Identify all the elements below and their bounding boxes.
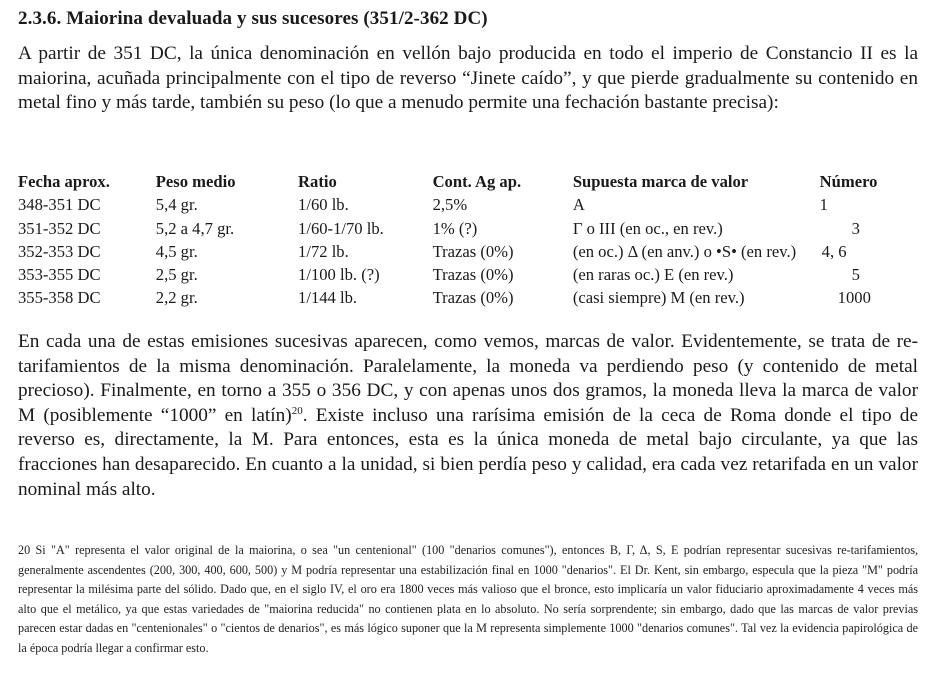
header-weight: Peso medio [155,172,236,191]
table-row [18,263,918,286]
header-date: Fecha aprox. [18,172,110,191]
cell-number: 5 [851,265,860,285]
footnote-text: Si "A" representa el valor original de la maiorina, o sea "un centenional" (100 "denarios comunes"), entonces B, Γ, Δ, S, E podrían representar sucesivas re-tarifamientos, generalmente ascendentes (200, 300, 400, 600, 500) y M podría representar una estabilización final en 1000 "denarios". El Dr. Kent, sin embargo, especula que la pieza "M" podría representar la milésima parte del sólido. Dado que, en el siglo IV, el oro era 1800 veces más valioso que el bronce, esto implicaría un valor fiduciario aproximadamente 4 veces más alto que el metálico, ya que estas variedades de "maiorina reducida" no contienen plata en lo absoluto. No sería sorprendente; sin embargo, dado que las marcas de valor previas parecen estar dadas en "centenionales" o "cientos de denarios", es más lógico suponer que la M representa simplemente 1000 "denarios comunes". Tal vez la evidencia papirológica de la época podría llegar a confirmar esto. [18,543,919,655]
table-row [18,286,918,309]
header-silver: Cont. Ag ap. [432,172,522,191]
cell-number: 1 [819,195,828,215]
cell-value-mark: Γ o III (en oc., en rev.) [572,218,723,238]
table-row [18,217,918,240]
cell-value-mark: (casi siempre) M (en rev.) [572,288,745,308]
header-number: Número [819,172,878,191]
cell-date: 355-358 DC [18,288,101,308]
cell-weight: 2,5 gr. [155,265,198,285]
cell-ratio: 1/60-1/70 lb. [298,218,384,238]
intro-paragraph: A partir de 351 DC, la única denominación en vellón bajo producida en todo el imperio de Constancio II es la maiorina, acuñada principalmente con el tipo de reverso “Jinete caído”, y que pierde gradualmente su contenido en metal fino y más tarde, también su peso (lo que a menudo permite una fechación bastante precisa): [18,43,918,114]
cell-silver: 1% (?) [432,218,478,238]
cell-silver: Trazas (0%) [432,241,514,261]
header-ratio: Ratio [298,172,337,191]
cell-value-mark: (en oc.) Δ (en anv.) o •S• (en rev.) [572,241,797,261]
cell-weight: 4,5 gr. [155,241,198,261]
table-row [18,240,918,263]
cell-weight: 5,4 gr. [155,195,198,215]
cell-number: 4, 6 [821,241,847,261]
table-header-row [18,170,918,193]
cell-ratio: 1/60 lb. [298,195,349,215]
section-heading: 2.3.6. Maiorina devaluada y sus sucesores (351/2-362 DC) [18,8,488,29]
cell-date: 352-353 DC [18,241,101,261]
body-text-before-note: En cada una de estas emisiones sucesivas aparecen, como vemos, marcas de valor. Evidentemente, se trata de re-tarifamientos de la misma denominación. Paralelamente, la moneda va perdiendo peso (y contenido de metal precioso). Finalmente, en torno a 355 o 356 DC, y con apenas unos dos gramos, la moneda lleva la marca de valor M (posiblemente “1000” en latín) [18,331,918,426]
value-marks-table [18,170,918,310]
cell-silver: 2,5% [432,195,468,215]
cell-ratio: 1/72 lb. [298,241,349,261]
cell-date: 348-351 DC [18,195,101,215]
cell-silver: Trazas (0%) [432,265,514,285]
cell-number: 3 [851,218,860,238]
table-row [18,193,918,216]
header-value-mark: Supuesta marca de valor [572,172,749,191]
cell-weight: 2,2 gr. [155,288,198,308]
cell-date: 353-355 DC [18,265,101,285]
cell-value-mark: A [572,195,585,215]
cell-value-mark: (en raras oc.) E (en rev.) [572,265,734,285]
footnote-number: 20 [18,543,31,557]
body-text-after-note: . Existe incluso una rarísima emisión de la ceca de Roma donde el tipo de reverso es, directamente, la M. Para entonces, esta es la única moneda de metal bajo circulante, ya que las fracciones han desaparecido. En cuanto a la unidad, si bien perdía peso y calidad, era cada vez retarifada en un valor nominal más alto. [18,404,918,500]
cell-silver: Trazas (0%) [432,288,514,308]
footnote [18,541,918,659]
cell-ratio: 1/144 lb. [298,288,358,308]
cell-ratio: 1/100 lb. (?) [298,265,380,285]
footnote-reference[interactable]: 20 [291,404,303,417]
cell-number: 1000 [837,288,871,308]
cell-date: 351-352 DC [18,218,101,238]
cell-weight: 5,2 a 4,7 gr. [155,218,235,238]
body-paragraph [18,330,918,502]
